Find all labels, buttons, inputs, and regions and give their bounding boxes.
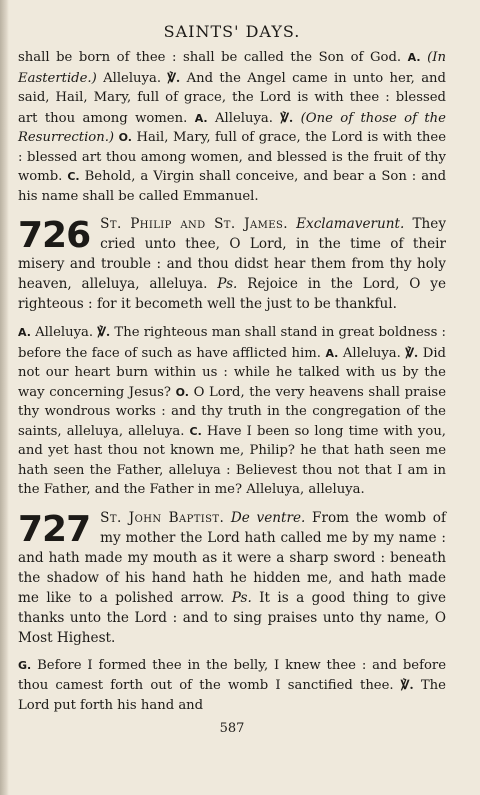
offertory-text: O Lord, the very heavens shall praise thy wondrous works : and thy truth in the congregation of the saints, alleluya, alleluya. <box>18 384 447 439</box>
rubric-eastertide: (In Eastertide.) <box>18 50 446 86</box>
communion-text: Behold, a Virgin shall conceive, and bear a Son : and his name shall be called Emmanuel. <box>18 169 447 204</box>
gradual-text: Before I formed thee in the belly, I knew thee : and before thou camest forth out of the womb I sanctified thee. <box>18 657 446 693</box>
versicle-text: The Lord put forth his hand and <box>18 678 446 713</box>
psalm-label: Ps. <box>217 276 238 292</box>
antiphon-block-726 <box>18 322 446 500</box>
versicle-mark: ℣. <box>400 677 414 692</box>
introit-text: From the womb of my mother the Lord hath called me by my name : and hath made my mouth as it were a sharp sword : beneath the shadow of his hand hath he hidden me, and hath made me like to a polished arrow. <box>18 509 446 606</box>
line-text: shall be born of thee : shall be called the Son of God. <box>18 50 402 65</box>
rubric-resurrection: (One of those of the Resurrection.) <box>18 110 446 145</box>
versicle-text: And the Angel came in unto her, and said, Hail, Mary, full of grace, the Lord is with thee : blessed art thou among women. <box>18 70 446 126</box>
versicle-mark: ℣. <box>97 324 111 339</box>
section-number-726: 726 <box>18 215 91 256</box>
section-726 <box>18 214 446 314</box>
label-c: C. <box>189 424 202 438</box>
antiphon-block-top <box>18 48 446 206</box>
incipit: De ventre. <box>230 509 306 526</box>
running-head: SAINTS' DAYS. <box>163 22 301 41</box>
psalm-text: Rejoice in the Lord, O ye righteous : for it becometh well the just to be thankful. <box>18 276 446 312</box>
section-727 <box>18 508 446 648</box>
psalm-text: It is a good thing to give thanks unto the Lord : and to sing praises unto thy name, O Most Highest. <box>18 589 446 646</box>
label-g: G. <box>18 658 32 672</box>
offertory-text: Hail, Mary, full of grace, the Lord is with thee : blessed art thou among women, and blessed is the fruit of thy womb. <box>18 130 447 184</box>
antiphon-block-727 <box>18 656 446 716</box>
communion-text: Have I been so long time with you, and yet hast thou not known me, Philip? he that hath seen me hath seen the Father, alleluya : Believest thou not that I am in the Father, and the Father in me? Alleluya, alleluya. <box>18 423 447 497</box>
alleluya-text: Alleluya. <box>96 70 168 86</box>
page-spine-shadow <box>0 0 9 795</box>
section-number-727: 727 <box>18 508 91 550</box>
label-a: A. <box>194 111 208 125</box>
alleluya-text: Alleluya. <box>338 345 406 361</box>
feast-title: St. Philip and St. James. <box>100 216 288 232</box>
versicle-mark: ℣. <box>405 344 419 360</box>
label-a: A. <box>325 346 339 360</box>
versicle-text: Did not our heart burn within us : while he talked with us by the way concerning Jesus? <box>18 345 447 400</box>
introit-text: They cried unto thee, O Lord, in the time of their misery and trouble : and thou didst hear them from thy holy heaven, alleluya, alleluya. <box>18 216 446 292</box>
label-c: C. <box>67 170 80 183</box>
versicle-text: The righteous man shall stand in great boldness : before the face of such as have afflicted him. <box>18 325 446 361</box>
incipit: Exclamaverunt. <box>296 216 405 232</box>
alleluya-text: Alleluya. <box>207 110 281 126</box>
versicle-mark: ℣. <box>280 109 294 125</box>
feast-title: St. John Baptist. <box>100 509 225 526</box>
label-a: A. <box>407 51 421 64</box>
alleluya-text: Alleluya. <box>30 325 98 340</box>
label-a: A. <box>18 326 31 339</box>
psalm-label: Ps. <box>231 589 252 606</box>
label-o: O. <box>175 385 189 399</box>
label-o: O. <box>118 131 132 144</box>
versicle-mark: ℣. <box>167 69 181 85</box>
page-number: 587 <box>219 721 245 736</box>
